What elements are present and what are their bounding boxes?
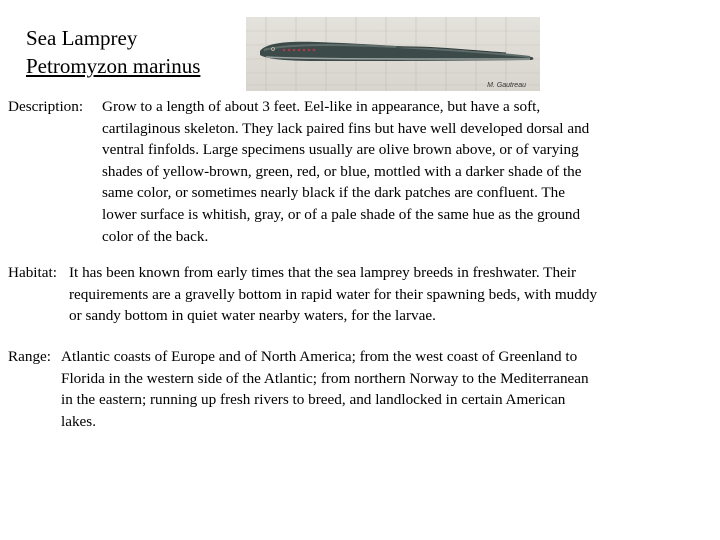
photo-credit: M. Gautreau (487, 82, 526, 89)
habitat-body (69, 262, 708, 327)
habitat-label: Habitat: (8, 264, 61, 281)
habitat-section (8, 262, 708, 327)
description-line: shades of yellow-brown, green, red, or blue, mottled with a darker shade of the (102, 162, 582, 180)
range-line: Florida in the western side of the Atlantic; from northern Norway to the Mediterranean (61, 369, 589, 387)
description-line: lower surface is whitish, gray, or of a pale shade of the same hue as the ground (102, 205, 581, 223)
range-section (8, 346, 708, 432)
description-label: Description: (8, 98, 87, 115)
description-line: ventral finfolds. Large specimens usually are olive brown above, or of varying (102, 141, 579, 159)
lamprey-illustration (246, 17, 540, 91)
scientific-name: Petromyzon marinus (26, 54, 201, 78)
description-body (102, 96, 708, 247)
range-line: lakes. (61, 412, 97, 430)
habitat-line: or sandy bottom in quiet water nearby waters, for the larvae. (69, 307, 436, 325)
description-line: color of the back. (102, 227, 209, 245)
description-line: cartilaginous skeleton. They lack paired fins but have well developed dorsal and (102, 119, 590, 137)
common-name: Sea Lamprey (26, 26, 138, 50)
lamprey-photo (246, 17, 540, 91)
habitat-line: requirements are a gravelly bottom in rapid water for their spawning beds, with muddy (69, 285, 598, 303)
description-section (8, 96, 708, 247)
range-body (61, 346, 708, 432)
range-line: Atlantic coasts of Europe and of North America; from the west coast of Greenland to (61, 348, 578, 365)
description-line: Grow to a length of about 3 feet. Eel-like in appearance, but have a soft, (102, 98, 541, 115)
description-line: same color, or sometimes nearly black if the dark patches are confluent. The (102, 184, 565, 202)
title-block (26, 24, 200, 80)
range-line: in the eastern; running up fresh rivers to breed, and landlocked in certain American (61, 391, 566, 409)
range-label: Range: (8, 348, 55, 365)
habitat-line: It has been known from early times that the sea lamprey breeds in freshwater. Their (69, 264, 577, 281)
